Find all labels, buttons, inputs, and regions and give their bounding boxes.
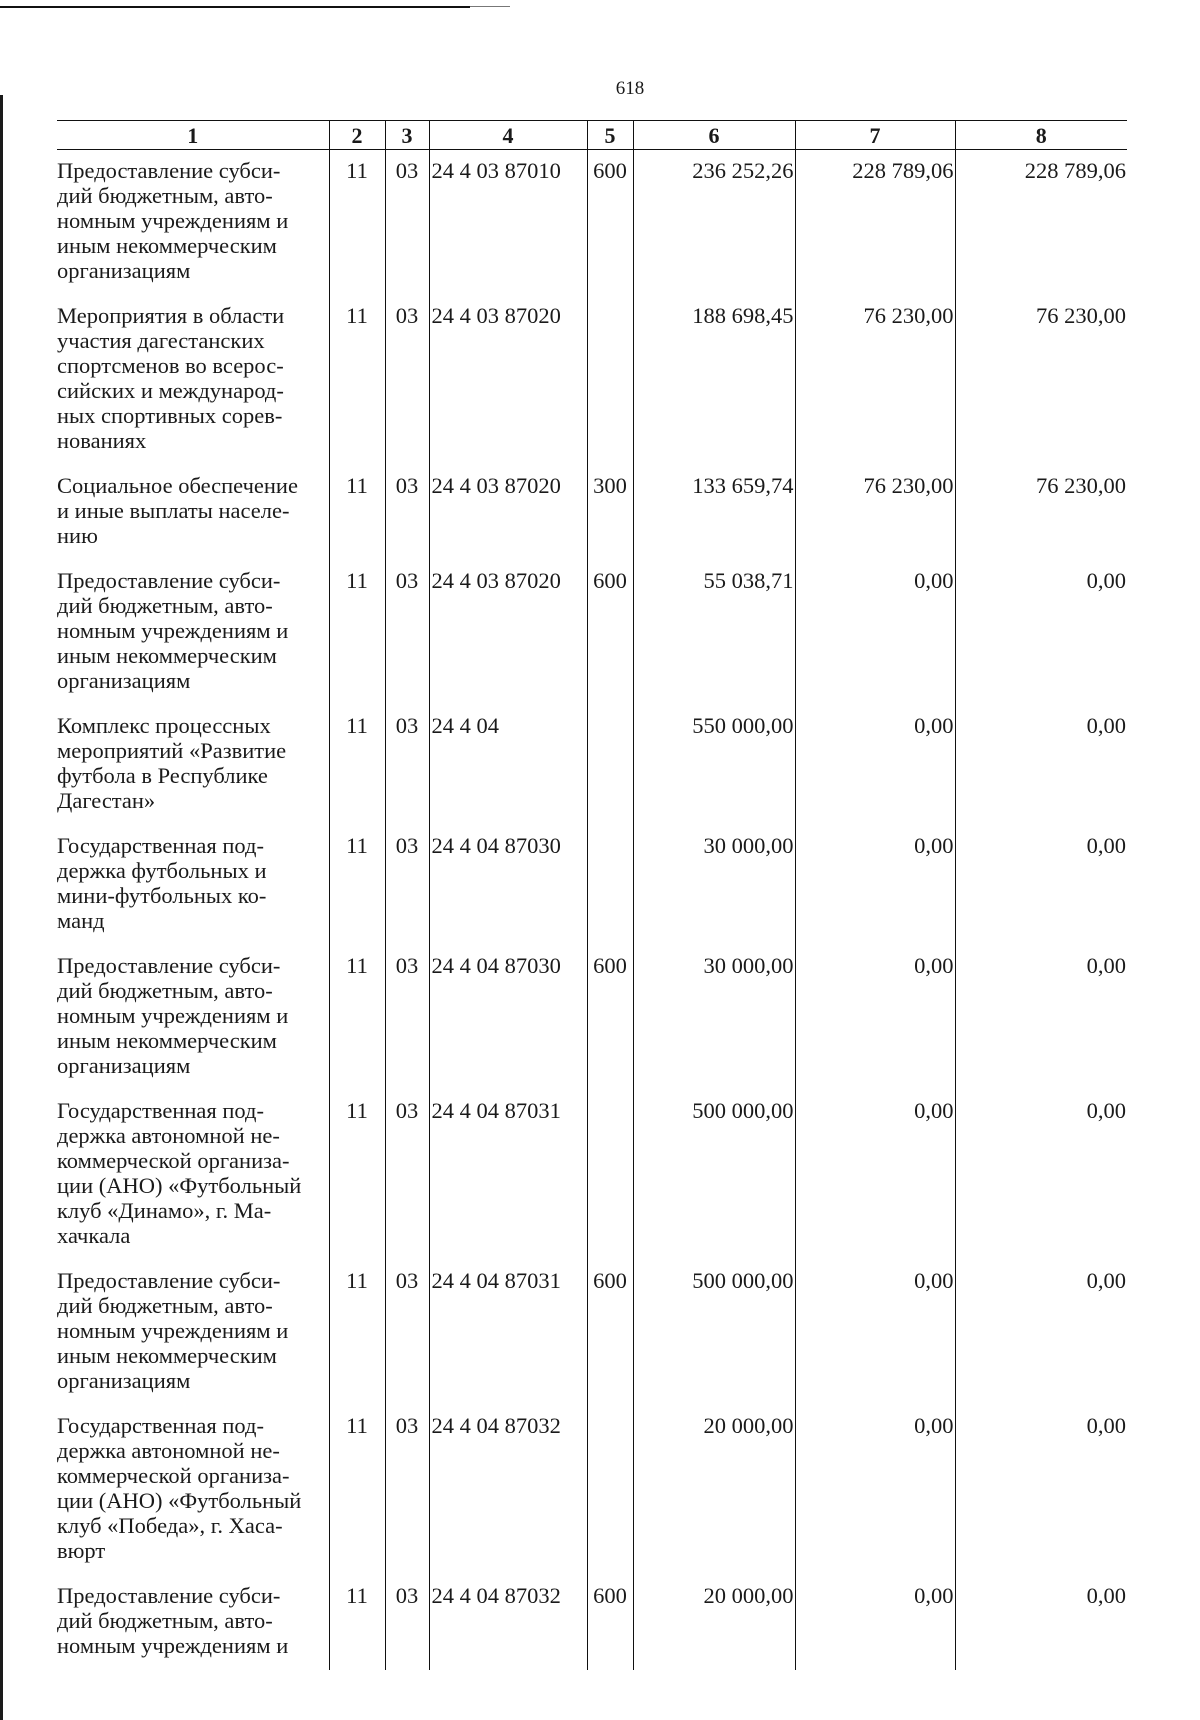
row-expense-type <box>587 1405 633 1575</box>
row-amount-col8: 76 230,00 <box>955 295 1127 465</box>
row-section: 11 <box>329 825 385 945</box>
row-section: 11 <box>329 1260 385 1405</box>
row-amount-col8: 0,00 <box>955 1090 1127 1260</box>
top-rule <box>0 6 470 8</box>
row-target-code: 24 4 04 87031 <box>429 1090 587 1260</box>
row-name: Предоставление субси- дий бюджетным, авто- номным учреждениям и иным некоммерческим организациям <box>57 158 289 283</box>
table-row <box>57 465 1127 560</box>
row-amount-col6: 188 698,45 <box>633 295 795 465</box>
table-row <box>57 295 1127 465</box>
column-header-1: 1 <box>57 121 329 150</box>
row-subsection: 03 <box>385 560 429 705</box>
row-name: Государственная под- держка автономной не- коммерческой организа- ции (АНО) «Футбольный клуб «Динамо», г. Ма- хачкала <box>57 1098 302 1248</box>
row-amount-col6: 133 659,74 <box>633 465 795 560</box>
row-subsection: 03 <box>385 1575 429 1670</box>
row-amount-col8: 0,00 <box>955 705 1127 825</box>
row-section: 11 <box>329 150 385 296</box>
row-target-code: 24 4 03 87020 <box>429 560 587 705</box>
row-target-code: 24 4 04 87032 <box>429 1575 587 1670</box>
table-row <box>57 560 1127 705</box>
row-name: Предоставление субси- дий бюджетным, авто- номным учреждениям и <box>57 1583 289 1658</box>
row-subsection: 03 <box>385 150 429 296</box>
table-row <box>57 1405 1127 1575</box>
row-name: Государственная под- держка футбольных и мини-футбольных ко- манд <box>57 833 267 933</box>
row-section: 11 <box>329 705 385 825</box>
row-amount-col8: 0,00 <box>955 1575 1127 1670</box>
row-expense-type: 600 <box>587 150 633 296</box>
row-amount-col6: 55 038,71 <box>633 560 795 705</box>
row-expense-type <box>587 705 633 825</box>
row-target-code: 24 4 03 87010 <box>429 150 587 296</box>
row-amount-col6: 500 000,00 <box>633 1260 795 1405</box>
row-section: 11 <box>329 945 385 1090</box>
row-target-code: 24 4 04 87030 <box>429 945 587 1090</box>
column-header-4: 4 <box>429 121 587 150</box>
table-row <box>57 945 1127 1090</box>
row-amount-col8: 228 789,06 <box>955 150 1127 296</box>
row-expense-type: 300 <box>587 465 633 560</box>
row-section: 11 <box>329 465 385 560</box>
column-header-7: 7 <box>795 121 955 150</box>
row-amount-col7: 0,00 <box>795 1405 955 1575</box>
row-amount-col7: 0,00 <box>795 1260 955 1405</box>
row-amount-col7: 0,00 <box>795 560 955 705</box>
row-section: 11 <box>329 560 385 705</box>
row-section: 11 <box>329 1575 385 1670</box>
row-target-code: 24 4 03 87020 <box>429 465 587 560</box>
column-header-5: 5 <box>587 121 633 150</box>
row-target-code: 24 4 04 <box>429 705 587 825</box>
row-name: Предоставление субси- дий бюджетным, авто- номным учреждениям и иным некоммерческим организациям <box>57 568 289 693</box>
column-header-3: 3 <box>385 121 429 150</box>
row-amount-col6: 20 000,00 <box>633 1575 795 1670</box>
row-amount-col6: 30 000,00 <box>633 945 795 1090</box>
row-amount-col8: 0,00 <box>955 1405 1127 1575</box>
row-target-code: 24 4 03 87020 <box>429 295 587 465</box>
row-subsection: 03 <box>385 1405 429 1575</box>
row-target-code: 24 4 04 87030 <box>429 825 587 945</box>
row-amount-col8: 0,00 <box>955 560 1127 705</box>
row-section: 11 <box>329 295 385 465</box>
row-amount-col7: 76 230,00 <box>795 295 955 465</box>
row-name: Социальное обеспечение и иные выплаты населе- нию <box>57 473 298 548</box>
row-subsection: 03 <box>385 945 429 1090</box>
header-row <box>57 121 1127 150</box>
row-expense-type: 600 <box>587 560 633 705</box>
row-expense-type: 600 <box>587 1575 633 1670</box>
row-amount-col7: 0,00 <box>795 825 955 945</box>
page-number: 618 <box>615 78 645 99</box>
row-amount-col8: 76 230,00 <box>955 465 1127 560</box>
row-name: Предоставление субси- дий бюджетным, авто- номным учреждениям и иным некоммерческим организациям <box>57 1268 289 1393</box>
row-amount-col8: 0,00 <box>955 825 1127 945</box>
row-expense-type <box>587 825 633 945</box>
row-amount-col7: 0,00 <box>795 945 955 1090</box>
column-header-2: 2 <box>329 121 385 150</box>
row-name: Мероприятия в области участия дагестанских спортсменов во всерос- сийских и международ- ных спортивных сорев- нованиях <box>57 303 285 453</box>
row-amount-col6: 236 252,26 <box>633 150 795 296</box>
row-name: Комплекс процессных мероприятий «Развитие футбола в Республике Дагестан» <box>57 713 287 813</box>
row-amount-col7: 0,00 <box>795 1575 955 1670</box>
row-section: 11 <box>329 1405 385 1575</box>
row-expense-type <box>587 1090 633 1260</box>
column-header-6: 6 <box>633 121 795 150</box>
table-row <box>57 1090 1127 1260</box>
row-amount-col8: 0,00 <box>955 1260 1127 1405</box>
row-amount-col7: 0,00 <box>795 1090 955 1260</box>
row-subsection: 03 <box>385 465 429 560</box>
row-expense-type <box>587 295 633 465</box>
row-section: 11 <box>329 1090 385 1260</box>
row-amount-col6: 550 000,00 <box>633 705 795 825</box>
top-rule-tail <box>470 6 510 7</box>
budget-table <box>57 120 1127 1670</box>
row-name: Предоставление субси- дий бюджетным, авто- номным учреждениям и иным некоммерческим организациям <box>57 953 289 1078</box>
table-row <box>57 1575 1127 1670</box>
row-subsection: 03 <box>385 1260 429 1405</box>
row-target-code: 24 4 04 87031 <box>429 1260 587 1405</box>
row-amount-col7: 0,00 <box>795 705 955 825</box>
scan-left-edge <box>0 95 3 1720</box>
row-amount-col6: 30 000,00 <box>633 825 795 945</box>
row-target-code: 24 4 04 87032 <box>429 1405 587 1575</box>
row-subsection: 03 <box>385 1090 429 1260</box>
row-subsection: 03 <box>385 825 429 945</box>
table-row <box>57 825 1127 945</box>
row-expense-type: 600 <box>587 1260 633 1405</box>
row-amount-col7: 228 789,06 <box>795 150 955 296</box>
row-amount-col6: 500 000,00 <box>633 1090 795 1260</box>
row-name: Государственная под- держка автономной не- коммерческой организа- ции (АНО) «Футбольный клуб «Победа», г. Хаса- вюрт <box>57 1413 302 1563</box>
table-row <box>57 1260 1127 1405</box>
row-subsection: 03 <box>385 295 429 465</box>
row-expense-type: 600 <box>587 945 633 1090</box>
row-subsection: 03 <box>385 705 429 825</box>
row-amount-col6: 20 000,00 <box>633 1405 795 1575</box>
column-header-8: 8 <box>955 121 1127 150</box>
row-amount-col7: 76 230,00 <box>795 465 955 560</box>
table-row <box>57 705 1127 825</box>
table-row <box>57 150 1127 296</box>
row-amount-col8: 0,00 <box>955 945 1127 1090</box>
